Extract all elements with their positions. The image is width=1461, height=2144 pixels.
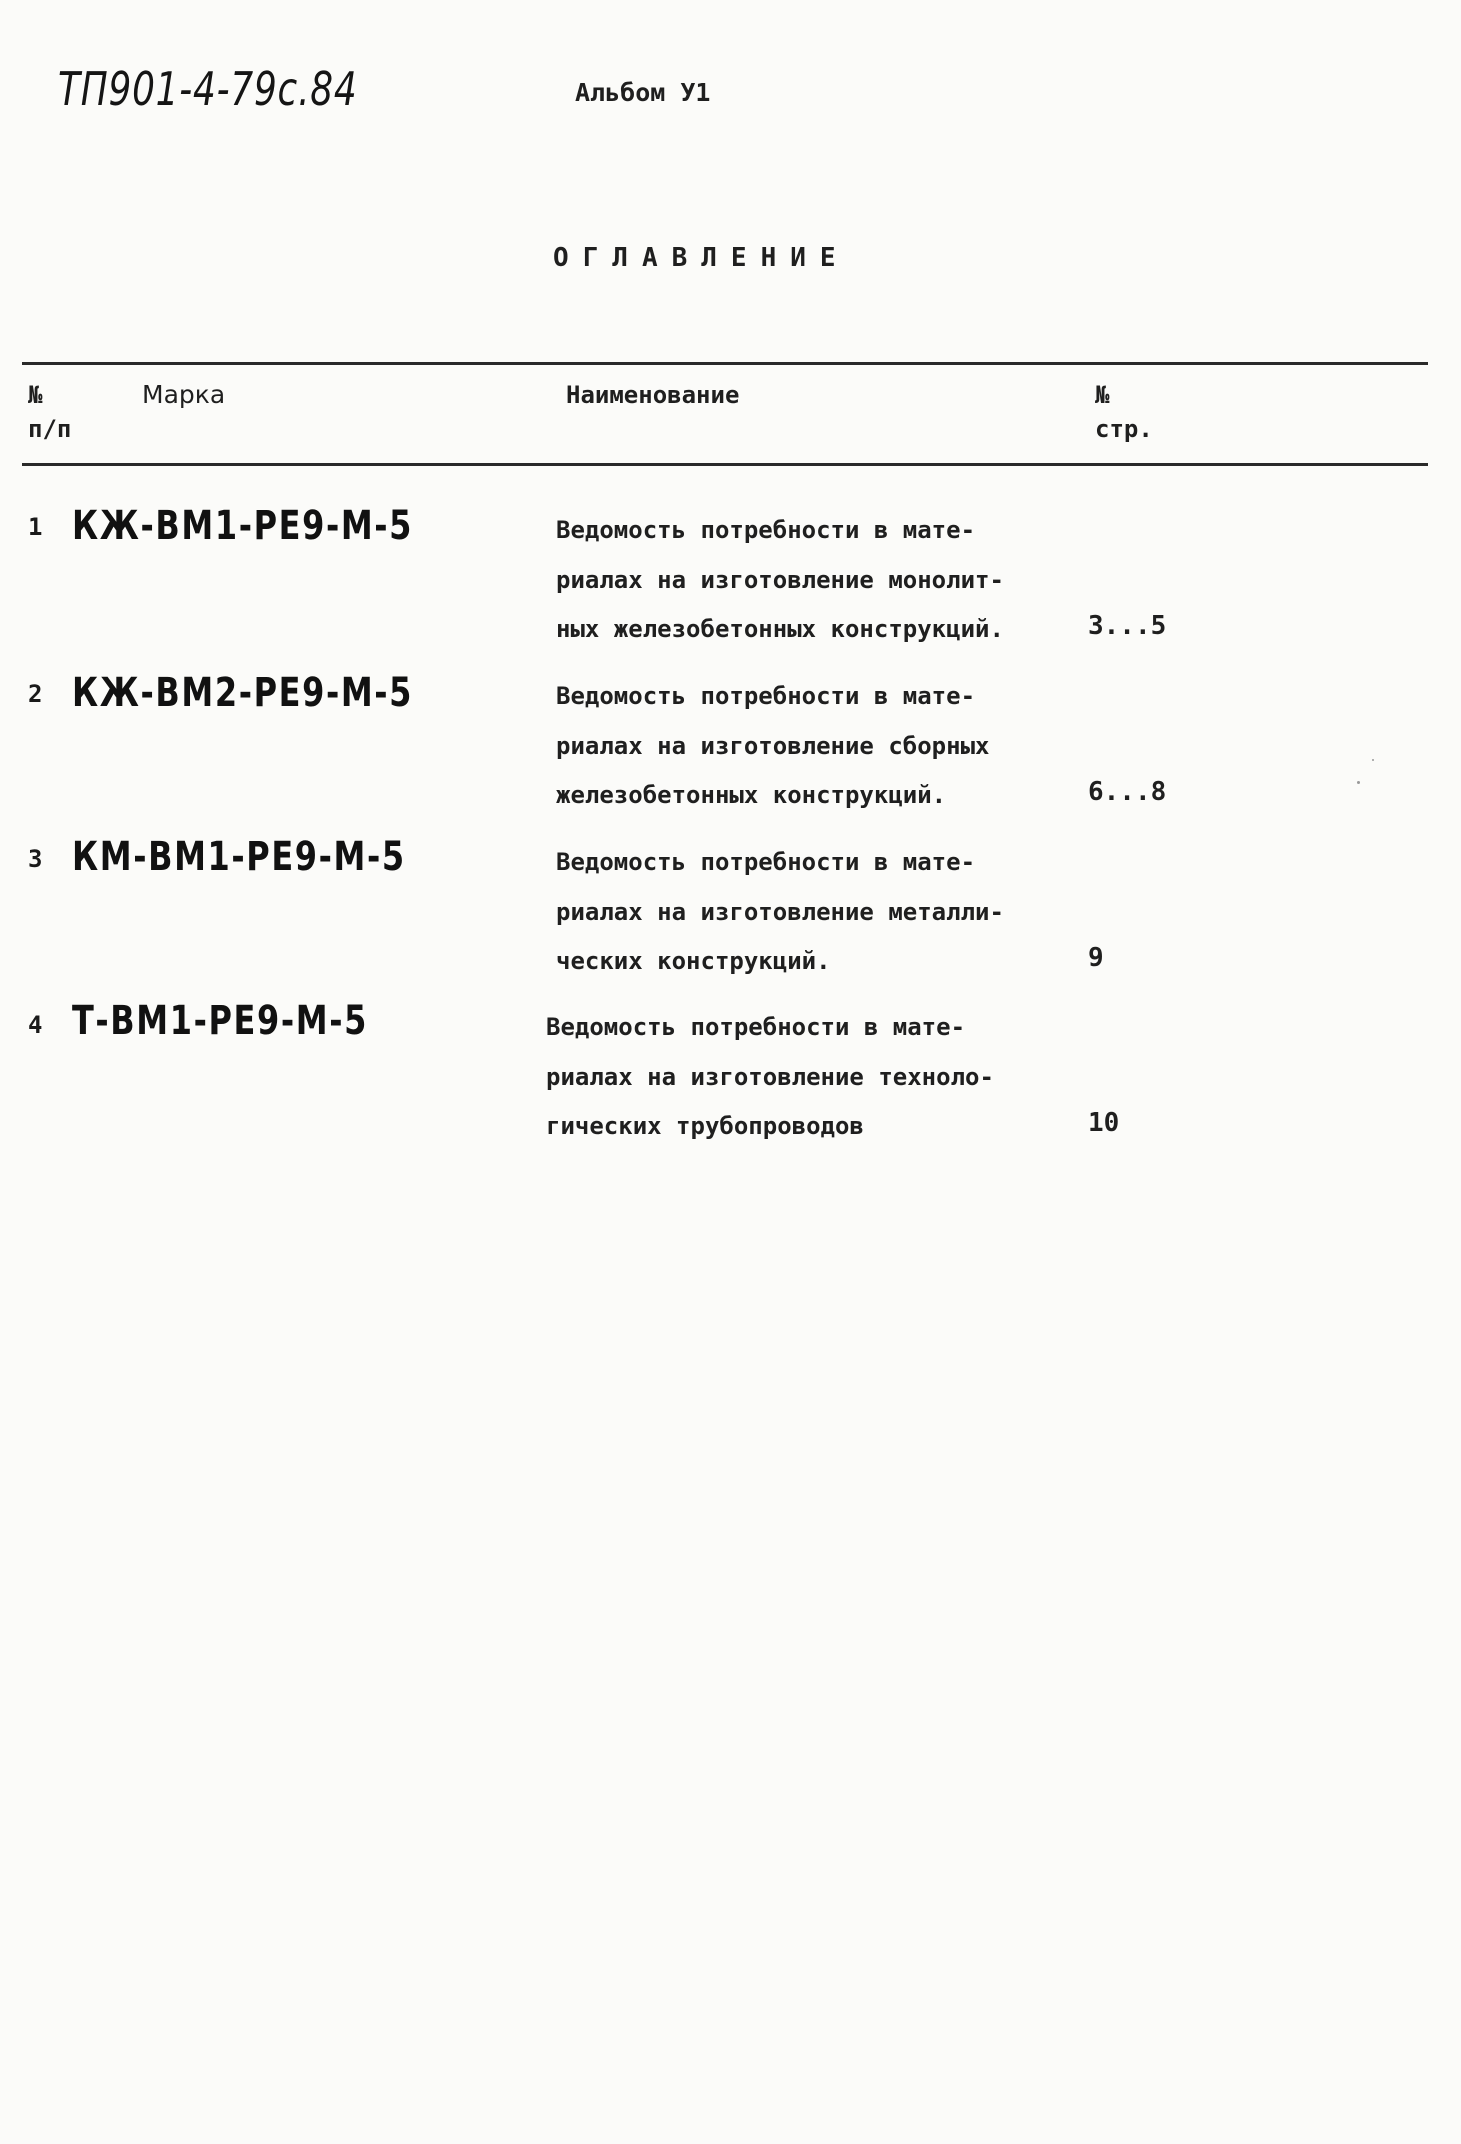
row-description: Ведомость потребности в мате- риалах на изготовление техноло- гических трубопроводов <box>546 1013 994 1140</box>
row-description: Ведомость потребности в мате- риалах на изготовление монолит- ных железобетонных конструкций. <box>556 516 1004 643</box>
row-number: 2 <box>28 680 43 708</box>
table-top-rule <box>22 362 1428 365</box>
row-mark: КЖ-ВМ1-РЕ9-М-5 <box>72 503 414 549</box>
row-page: 10 <box>1088 1108 1120 1138</box>
album-label: Альбом У1 <box>575 78 711 107</box>
row-page: 9 <box>1088 943 1104 973</box>
row-mark: Т-ВМ1-РЕ9-М-5 <box>72 998 368 1044</box>
column-header-name: Наименование <box>566 381 740 409</box>
row-number: 1 <box>28 513 43 541</box>
scan-speck <box>1357 781 1360 784</box>
row-description: Ведомость потребности в мате- риалах на изготовление металли- ческих конструкций. <box>556 848 1004 975</box>
row-number: 4 <box>28 1011 43 1039</box>
row-number: 3 <box>28 845 43 873</box>
column-header-mark: Марка <box>142 380 226 409</box>
row-page: 3...5 <box>1088 611 1167 641</box>
column-header-number: № п/п <box>28 381 72 443</box>
row-description: Ведомость потребности в мате- риалах на изготовление сборных железобетонных конструкций. <box>556 682 990 809</box>
page-title: ОГЛАВЛЕНИЕ <box>553 243 850 273</box>
document-code: ТП901-4-79с.84 <box>58 62 358 116</box>
column-header-page: № стр. <box>1095 381 1153 443</box>
row-page: 6...8 <box>1088 777 1167 807</box>
row-mark: КМ-ВМ1-РЕ9-М-5 <box>72 834 406 880</box>
row-mark: КЖ-ВМ2-РЕ9-М-5 <box>72 670 414 716</box>
table-header-rule <box>22 463 1428 466</box>
scan-speck <box>1372 759 1374 761</box>
